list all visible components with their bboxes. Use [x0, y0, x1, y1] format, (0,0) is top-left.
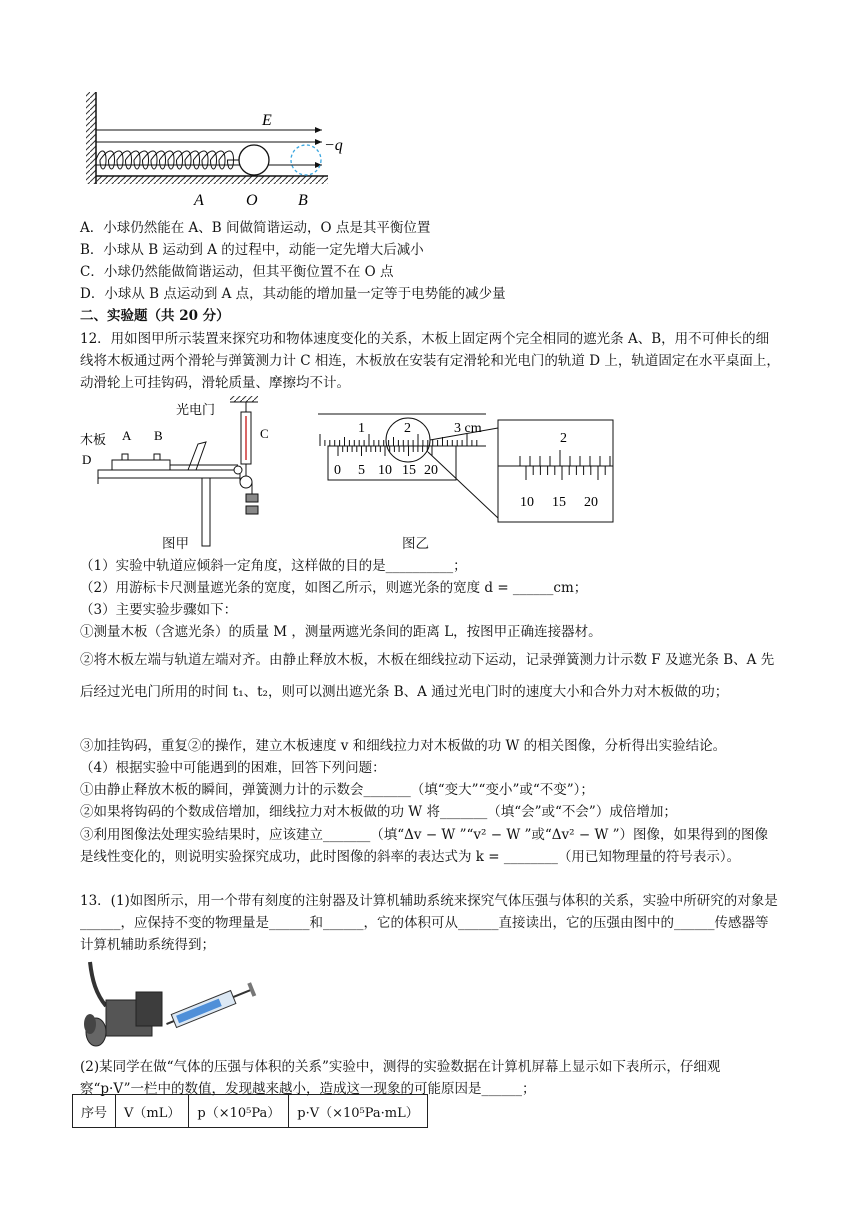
ver-num-10: 10: [378, 463, 392, 478]
point-label-B: B: [298, 192, 308, 209]
field-label-E: E: [262, 112, 272, 129]
header-index: 序号: [73, 1095, 116, 1128]
syringe-sensor-figure: [78, 960, 258, 1052]
caption-jia: 图甲: [162, 536, 189, 552]
label-A: A: [122, 428, 132, 443]
ver-num-15: 15: [402, 463, 416, 478]
apparatus-figure: [80, 394, 290, 554]
gate-label: 光电门: [176, 402, 216, 417]
q12-step3: ③加挂钩码，重复②的操作，建立木板速度 v 和细线拉力对木板做的功 W 的相关图像，分析得出实验结论。: [80, 738, 727, 754]
main-num-2: 2: [404, 421, 411, 436]
main-num-3: 3 cm: [454, 421, 482, 436]
point-label-O: O: [246, 192, 258, 209]
zoom-ver-10: 10: [520, 495, 534, 510]
q12-p1: （1）实验中轨道应倾斜一定角度，这样做的目的是__________；: [80, 558, 467, 574]
option-c: C．小球仍然能做简谐运动，但其平衡位置不在 O 点: [80, 264, 394, 280]
q12-r1: ①由静止释放木板的瞬间，弹簧测力计的示数会_______（填“变大”“变小”或“不变”）；: [80, 782, 594, 798]
q12-step2: ②将木板左端与轨道左端对齐。由静止释放木板，木板在细线拉动下运动，记录弹簧测力计示数 F 及遮光条 B、A 先后经过光电门所用的时间 t₁、t₂，则可以测出遮光条 B、A 通过光电门时的速度大小和合外力对木板做的功；: [80, 652, 775, 700]
zoom-main-2: 2: [560, 431, 567, 446]
q12-p3: （3）主要实验步骤如下：: [80, 602, 238, 618]
header-pv: p·V（×10⁵Pa·mL）: [289, 1095, 428, 1128]
ver-num-5: 5: [358, 463, 365, 478]
q13-p1: 13．(1)如图所示，用一个带有刻度的注射器及计算机辅助系统来探究气体压强与体积的关系，实验中所研究的对象是______，应保持不变的物理量是______和______，它的体积可从______直接读出，它的压强由图中的______传感器等计算机辅助系统得到；: [80, 893, 778, 953]
charge-label: −q: [324, 137, 343, 154]
q12-stem: 12．用如图甲所示装置来探究功和物体速度变化的关系，木板上固定两个完全相同的遮光条 A、B，用不可伸长的细线将木板通过两个滑轮与弹簧测力计 C 相连，木板放在安装有定滑轮和光电门的轨道 D 上，轨道固定在水平桌面上，动滑轮上可挂钩码，滑轮质量、摩擦均不计。: [80, 331, 780, 391]
q12-r3: ③利用图像法处理实验结果时，应该建立_______（填“Δv − W ”“v² − W ”或“Δv² − W ”）图像，如果得到的图像是线性变化的，则说明实验探究成功，此时图像的斜率的表达式为 k = ________（用已知物理量的符号表示）。: [80, 827, 769, 865]
ver-num-0: 0: [334, 463, 341, 478]
q12-p2: （2）用游标卡尺测量遮光条的宽度，如图乙所示，则遮光条的宽度 d = ______cm；: [80, 580, 588, 596]
option-d: D．小球从 B 点运动到 A 点，其动能的增加量一定等于电势能的减少量: [80, 286, 506, 302]
table-header-row: [73, 1095, 428, 1128]
board-label: 木板: [80, 432, 107, 447]
zoom-ver-20: 20: [584, 495, 598, 510]
q12-r2: ②如果将钩码的个数成倍增加，细线拉力对木板做的功 W 将_______（填“会”或“不会”）成倍增加；: [80, 804, 677, 820]
spring-field-figure: [84, 92, 354, 212]
option-a: A．小球仍然能在 A、B 间做简谐运动，O 点是其平衡位置: [80, 220, 431, 236]
main-num-1: 1: [358, 421, 365, 436]
label-C: C: [260, 426, 269, 441]
label-D: D: [82, 452, 92, 467]
ver-num-20: 20: [424, 463, 438, 478]
label-B: B: [154, 428, 163, 443]
caliper-figure: [316, 406, 616, 526]
section-title: 二、实验题（共 20 分）: [80, 308, 230, 324]
data-table: [72, 1094, 428, 1128]
q12-p4: （4）根据实验中可能遇到的困难，回答下列问题：: [80, 760, 386, 776]
q13-p2: (2)某同学在做“气体的压强与体积的关系”实验中，测得的实验数据在计算机屏幕上显示如下表所示，仔细观察“p·V”一栏中的数值，发现越来越小，造成这一现象的可能原因是______；: [80, 1059, 721, 1097]
option-b: B．小球从 B 运动到 A 的过程中，动能一定先增大后减小: [80, 242, 424, 258]
header-pressure: p（×10⁵Pa）: [189, 1095, 289, 1128]
point-label-A: A: [194, 192, 204, 209]
caption-yi: 图乙: [402, 536, 429, 552]
q12-step1: ①测量木板（含遮光条）的质量 M ，测量两遮光条间的距离 L，按图甲正确连接器材。: [80, 624, 602, 640]
header-volume: V（mL）: [116, 1095, 189, 1128]
zoom-ver-15: 15: [552, 495, 566, 510]
